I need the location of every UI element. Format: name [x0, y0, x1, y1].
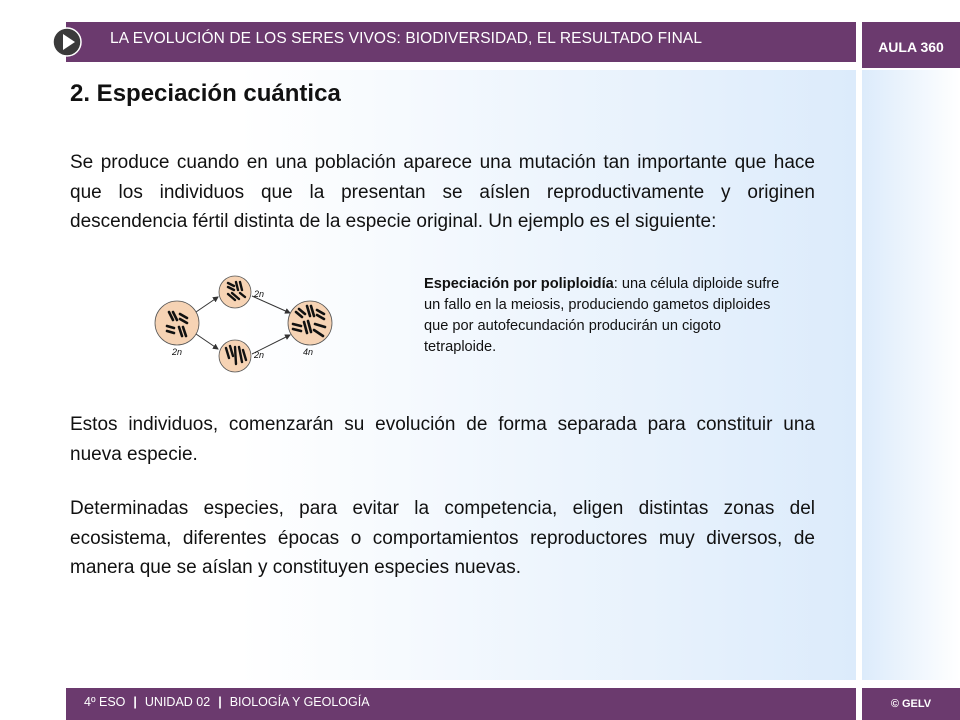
footer-separator: |: [218, 695, 222, 709]
paragraph-separate: Estos individuos, comenzarán su evolución de forma separada para constituir una nueva especie.: [70, 414, 815, 465]
footer-subject: BIOLOGÍA Y GEOLOGÍA: [229, 695, 370, 709]
footer-course: 4º ESO: [84, 695, 126, 709]
footer-breadcrumb: [84, 695, 370, 709]
label-zygote: 4n: [303, 347, 314, 357]
caption-rest: : una célula diploide sufre un fallo en la meiosis, produciendo gametos diploides que por autofecundación producirán un cigoto tetraploide.: [424, 276, 780, 355]
parent-cell: [155, 301, 199, 345]
section-title: 2. Especiación cuántica: [70, 80, 341, 107]
side-panel: [862, 70, 960, 680]
zygote-cell: [288, 301, 332, 345]
paragraph-intro: Se produce cuando en una población aparece una mutación tan importante que hace que los individuos que la presentan se aíslen reproductivamente y originen descendencia fértil distinta de la especie original. Un ejemplo es el siguiente:: [70, 152, 815, 232]
label-parent: 2n: [172, 347, 183, 357]
footer-bar: [66, 688, 856, 720]
footer-separator: |: [133, 695, 137, 709]
polyploidy-diagram: [150, 270, 380, 380]
brand-box: [862, 22, 960, 68]
label-gamete-bottom: 2n: [254, 350, 265, 360]
footer-unit: UNIDAD 02: [144, 695, 211, 709]
gamete-bottom: [219, 340, 251, 372]
diagram-caption: [424, 274, 784, 358]
label-gamete-top: 2n: [254, 289, 265, 299]
gamete-top: [219, 276, 251, 308]
brand-label: AULA 360: [878, 39, 944, 55]
footer-copyright-box: [862, 688, 960, 720]
paragraph-species: Determinadas especies, para evitar la competencia, eligen distintas zonas del ecosistema, diferentes épocas o comportamientos reproductores muy diversos, de manera que se aíslan y constituyen especies nuevas.: [70, 498, 815, 578]
play-icon[interactable]: [52, 27, 82, 57]
footer-copyright: © GELV: [890, 698, 932, 710]
caption-bold: Especiación por poliploidía: [424, 276, 614, 292]
header-title: LA EVOLUCIÓN DE LOS SERES VIVOS: BIODIVERSIDAD, EL RESULTADO FINAL: [110, 30, 703, 47]
